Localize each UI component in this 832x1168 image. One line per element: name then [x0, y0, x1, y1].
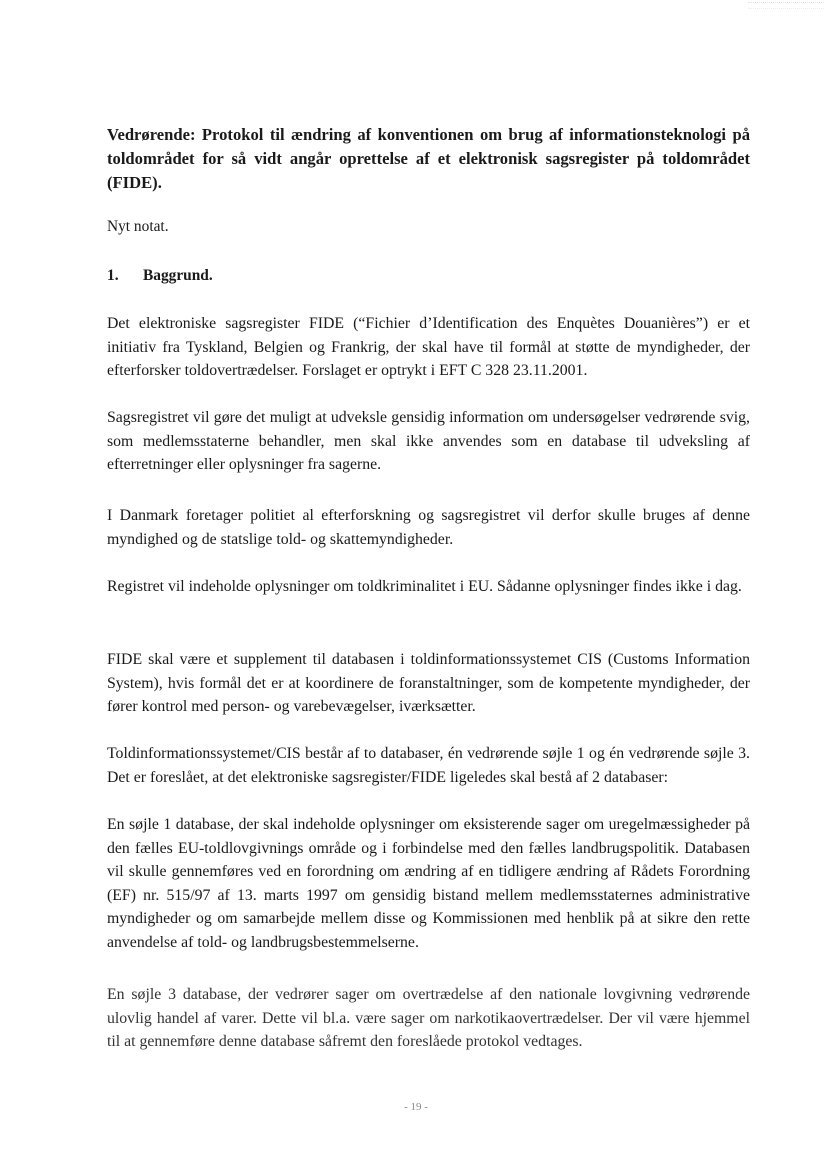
paragraph: En søjle 3 database, der vedrører sager om overtrædelse af den nationale lovgivning vedrørende ulovlig handel af varer. Dette vil bl.a. være sager om narkotikaovertrædelser. Der vil være hjemmel til at gennemføre denne database såfremt den foreslåede protokol vedtages. — [107, 986, 750, 1051]
paragraph: FIDE skal være et supplement til databasen i toldinformationssystemet CIS (Customs Information System), hvis formål det er at koordinere de foranstaltninger, som de kompetente myndigheder, der fører kontrol med person- og varebevægelser, iværksætter. — [107, 651, 750, 716]
document-title: Vedrørende: Protokol til ændring af konventionen om brug af informationsteknologi på toldområdet for så vidt angår oprettelse af et elektronisk sagsregister på toldområdet (FIDE). — [107, 125, 750, 192]
paragraph: Det elektroniske sagsregister FIDE (“Fichier d’Identification des Enquètes Douanières”) er et initiativ fra Tyskland, Belgien og Frankrig, der skal have til formål at støtte de myndigheder, der efterforsker toldovertrædelser. Forslaget er optrykt i EFT C 328 23.11.2001. — [107, 315, 750, 380]
paragraph: En søjle 1 database, der skal indeholde oplysninger om eksisterende sager om uregelmæssigheder på den fælles EU-toldlovgivnings område og i forbindelse med den fælles landbrugspolitik. Databasen vil skulle gennemføres ved en forordning om ændring af en tidligere ændring af Rådets Forordning (EF) nr. 515/97 af 13. marts 1997 om gensidig bistand mellem medlemsstaternes administrative myndigheder og om samarbejde mellem disse og Kommissionen med henblik på at sikre den rette anvendelse af told- og landbrugsbestemmelserne. — [107, 816, 750, 951]
paragraph: Registret vil indeholde oplysninger om toldkriminalitet i EU. Sådanne oplysninger findes ikke i dag. — [107, 578, 742, 595]
paragraph: Toldinformationssystemet/CIS består af to databaser, én vedrørende søjle 1 og én vedrørende søjle 3. Det er foreslået, at det elektroniske sagsregister/FIDE ligeledes skal bestå af 2 databaser: — [107, 745, 750, 786]
section-title: Baggrund. — [143, 267, 213, 284]
paragraph: I Danmark foretager politiet al efterforskning og sagsregistret vil derfor skulle bruges af denne myndighed og de statslige told- og skattemyndigheder. — [107, 507, 750, 548]
page-number: - 19 - — [404, 1101, 428, 1113]
note-label: Nyt notat. — [107, 218, 169, 235]
paragraph: Sagsregistret vil gøre det muligt at udveksle gensidig information om undersøgelser vedrørende svig, som medlemsstaterne behandler, men skal ikke anvendes som en database til udveksling af efterretninger eller oplysninger fra sagerne. — [107, 409, 750, 474]
scan-artifact — [748, 2, 824, 9]
section-number: 1. — [107, 267, 119, 284]
section-heading — [107, 266, 750, 286]
